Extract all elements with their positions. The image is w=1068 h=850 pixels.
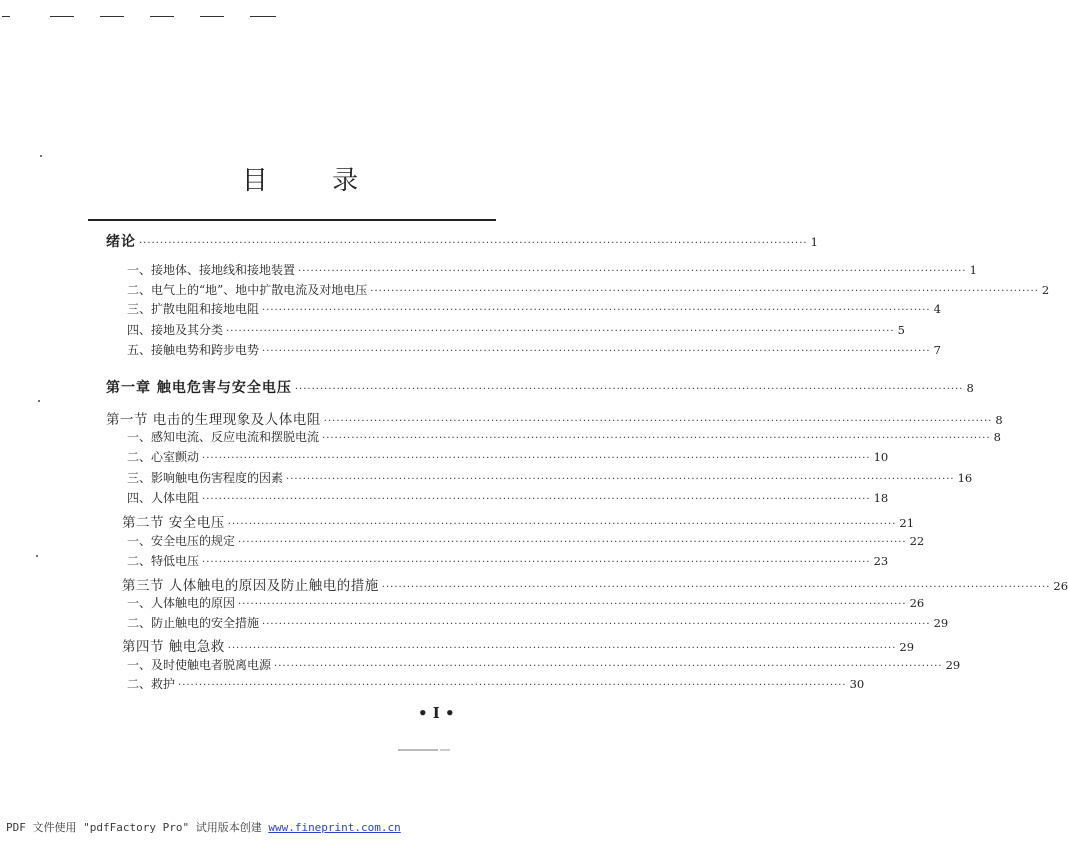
toc-leader-dots: ································································································································································ — [238, 599, 907, 610]
toc-entry[interactable] — [0, 300, 941, 320]
toc-leader-dots: ································································································································································ — [202, 494, 871, 505]
toc-entry[interactable] — [0, 656, 961, 676]
toc-entry-label: 第二节 安全电压 — [122, 515, 225, 531]
toc-entry[interactable] — [0, 281, 1050, 301]
toc-entry[interactable] — [0, 469, 973, 489]
toc-entry[interactable] — [0, 594, 925, 614]
toc-entry-label: 一、及时使触电者脱离电源 — [127, 658, 272, 672]
toc-entry[interactable] — [0, 614, 949, 634]
pdf-watermark — [6, 819, 401, 835]
toc-leader-dots: ································································································································································ — [238, 537, 907, 548]
toc-leader-dots: ································································································································································ — [298, 266, 967, 277]
toc-entry[interactable] — [0, 408, 1003, 428]
toc-entry[interactable] — [0, 511, 915, 531]
toc-entry[interactable] — [0, 377, 974, 397]
toc-entry-page: 8 — [995, 413, 1003, 427]
toc-entry-page: 21 — [899, 516, 915, 530]
toc-leader-dots: ································································································································································ — [286, 474, 955, 485]
toc-entry[interactable] — [0, 321, 905, 341]
toc-entry-label: 四、接地及其分类 — [127, 323, 224, 337]
toc-entry-label: 二、救护 — [127, 677, 176, 691]
toc-leader-dots: ································································································································································ — [381, 582, 1051, 593]
toc-entry-label: 二、电气上的“地”、地中扩散电流及对地电压 — [127, 283, 368, 297]
toc-entry-label: 第四节 触电急救 — [122, 639, 225, 655]
toc-leader-dots: ································································································································································ — [178, 680, 847, 691]
toc-leader-dots: ································································································································································ — [274, 661, 943, 672]
toc-entry[interactable] — [0, 532, 925, 552]
page-title: 目 录 — [241, 166, 387, 196]
toc-entry[interactable] — [0, 574, 1068, 594]
toc-entry-label: 绪论 — [106, 234, 136, 250]
toc-entry-page: 30 — [849, 677, 865, 691]
toc-entry-label: 一、感知电流、反应电流和摆脱电流 — [127, 430, 320, 444]
toc-entry-label: 三、扩散电阻和接地电阻 — [127, 302, 260, 316]
toc-entry[interactable] — [0, 341, 941, 361]
toc-leader-dots: ································································································································································ — [227, 643, 897, 654]
toc-entry-label: 一、安全电压的规定 — [127, 534, 236, 548]
toc-entry-label: 第一节 电击的生理现象及人体电阻 — [106, 412, 321, 428]
toc-leader-dots: ································································································································································ — [139, 238, 808, 249]
toc-entry-label: 二、心室颤动 — [127, 450, 200, 464]
toc-entry[interactable] — [0, 635, 915, 655]
toc-leader-dots: ································································································································································ — [202, 557, 871, 568]
toc-leader-dots: ································································································································································ — [226, 326, 895, 337]
toc-entry-page: 26 — [909, 596, 925, 610]
toc-entry-page: 26 — [1053, 579, 1068, 593]
page-number-marker: • I • — [418, 704, 455, 722]
toc-entry-page: 23 — [873, 554, 889, 568]
toc-entry-label: 一、接地体、接地线和接地装置 — [127, 263, 296, 277]
toc-leader-dots: ································································································································································ — [294, 384, 964, 395]
toc-entry[interactable] — [0, 675, 865, 695]
toc-entry-page: 22 — [909, 534, 925, 548]
toc-entry-page: 29 — [933, 616, 949, 630]
toc-entry[interactable] — [0, 231, 818, 251]
toc-entry-label: 二、特低电压 — [127, 554, 200, 568]
toc-entry-page: 16 — [957, 471, 973, 485]
toc-entry-page: 8 — [966, 381, 974, 395]
toc-entry[interactable] — [0, 428, 1001, 448]
toc-entry-page: 8 — [993, 430, 1001, 444]
toc-entry-page: 4 — [933, 302, 941, 316]
toc-leader-dots: ································································································································································ — [370, 286, 1039, 297]
toc-entry-page: 29 — [899, 640, 915, 654]
toc-leader-dots: ································································································································································ — [262, 346, 931, 357]
toc-entry-page: 1 — [969, 263, 977, 277]
toc-entry-label: 第一章 触电危害与安全电压 — [106, 380, 292, 396]
watermark-link[interactable]: www.fineprint.com.cn — [268, 821, 401, 834]
toc-leader-dots: ································································································································································ — [322, 433, 991, 444]
toc-entry-page: 18 — [873, 491, 889, 505]
scan-smudge — [440, 749, 450, 751]
toc-entry-label: 二、防止触电的安全措施 — [127, 616, 260, 630]
toc-entry[interactable] — [0, 261, 977, 281]
toc-entry-page: 29 — [945, 658, 961, 672]
toc-entry[interactable] — [0, 489, 889, 509]
toc-leader-dots: ································································································································································ — [262, 619, 931, 630]
toc-leader-dots: ································································································································································ — [323, 416, 993, 427]
toc-entry-page: 5 — [897, 323, 905, 337]
watermark-text: PDF 文件使用 "pdfFactory Pro" 试用版本创建 — [6, 821, 269, 834]
toc-entry[interactable] — [0, 448, 889, 468]
toc-entry-page: 2 — [1041, 283, 1050, 297]
toc-entry-label: 四、人体电阻 — [127, 491, 200, 505]
toc-entry-page: 1 — [810, 235, 818, 249]
toc-entry-label: 第三节 人体触电的原因及防止触电的措施 — [122, 578, 379, 594]
toc-leader-dots: ································································································································································ — [202, 453, 871, 464]
toc-entry-label: 五、接触电势和跨步电势 — [127, 343, 260, 357]
toc-entry-page: 10 — [873, 450, 889, 464]
toc-entry-label: 一、人体触电的原因 — [127, 596, 236, 610]
toc-entry-page: 7 — [933, 343, 941, 357]
scan-smudge — [398, 749, 438, 751]
toc-leader-dots: ································································································································································ — [262, 305, 931, 316]
toc-entry-label: 三、影响触电伤害程度的因素 — [127, 471, 284, 485]
toc-entry[interactable] — [0, 552, 889, 572]
toc-leader-dots: ································································································································································ — [227, 519, 897, 530]
